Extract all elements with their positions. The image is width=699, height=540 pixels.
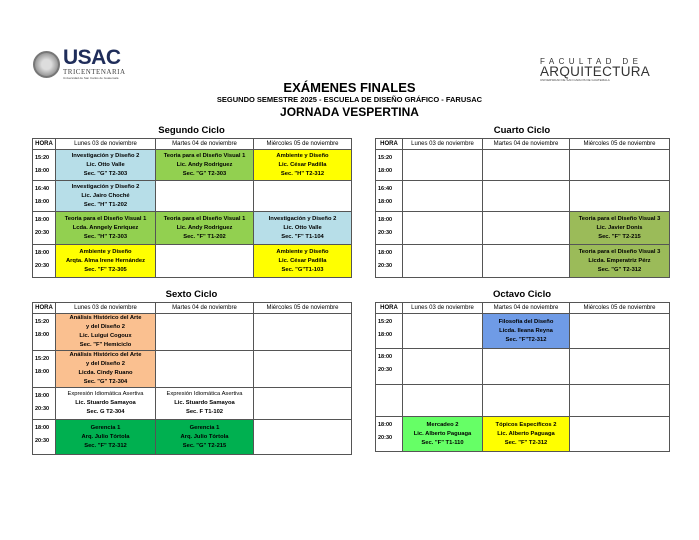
empty-cell bbox=[156, 314, 254, 351]
start-time: 18:00 bbox=[378, 217, 393, 223]
start-time: 15:20 bbox=[35, 356, 50, 362]
arquitectura-logo bbox=[540, 57, 650, 82]
start-time: 15:20 bbox=[35, 155, 50, 161]
instructor-name: Arq. Julio Tórtola bbox=[180, 433, 229, 440]
schedule-table bbox=[32, 138, 352, 278]
column-header-day: Lunes 03 de noviembre bbox=[403, 139, 483, 150]
empty-cell bbox=[254, 181, 352, 212]
exam-cell bbox=[483, 417, 570, 452]
exam-cell bbox=[254, 212, 352, 245]
start-time: 15:20 bbox=[35, 319, 50, 325]
column-header-day: Martes 04 de noviembre bbox=[156, 139, 254, 150]
empty-cell bbox=[483, 385, 570, 417]
course-name: Ambiente y Diseño bbox=[79, 248, 132, 255]
end-time: 18:00 bbox=[35, 168, 50, 174]
table-row bbox=[376, 181, 670, 212]
instructor-name: Lic. Stuardo Samayoa bbox=[174, 400, 235, 406]
instructor-name: Lic. Alberto Paguaga bbox=[413, 430, 472, 437]
instructor-name: Lic. César Padilla bbox=[278, 161, 327, 168]
section-room: Sec. "H" T2-312 bbox=[280, 170, 325, 177]
section-room: Sec. "G"T1-103 bbox=[281, 266, 324, 273]
empty-cell bbox=[570, 417, 670, 452]
course-name: Filosofía del Diseño bbox=[498, 318, 554, 325]
course-name: Investigación y Diseño 2 bbox=[268, 215, 337, 222]
table-title: Segundo Ciclo bbox=[158, 125, 225, 136]
empty-cell bbox=[254, 388, 352, 420]
instructor-name: Arq. Julio Tórtola bbox=[81, 433, 130, 440]
course-name: Teoria para el Diseño Visual 1 bbox=[163, 152, 246, 159]
course-name-cont: y del Diseño 2 bbox=[86, 324, 125, 330]
instructor-name: Lic. Jairo Choché bbox=[81, 192, 130, 199]
empty-cell bbox=[403, 314, 483, 349]
exam-cell bbox=[254, 245, 352, 278]
start-time: 16:40 bbox=[35, 186, 50, 192]
usac-seal-icon bbox=[33, 51, 60, 78]
column-header-day: Martes 04 de noviembre bbox=[483, 303, 570, 314]
end-time: 18:00 bbox=[378, 332, 393, 338]
course-name: Gerencia 1 bbox=[189, 424, 220, 431]
section-room: Sec. "F"T2-312 bbox=[505, 336, 547, 343]
time-cell bbox=[376, 349, 403, 385]
table-title: Sexto Ciclo bbox=[165, 289, 218, 300]
course-name: Tópicos Específicos 2 bbox=[495, 421, 557, 428]
empty-cell bbox=[570, 349, 670, 385]
exam-cell bbox=[56, 351, 156, 388]
arq-logo-line1: FACULTAD DE bbox=[540, 57, 643, 66]
time-cell bbox=[376, 181, 403, 212]
section-room: Sec. "G" T2-304 bbox=[83, 379, 128, 385]
empty-cell bbox=[483, 181, 570, 212]
course-name: Ambiente y Diseño bbox=[276, 152, 329, 159]
section-room: Sec. "F" T1-104 bbox=[281, 233, 324, 240]
instructor-name: Lic. Javier Donis bbox=[596, 224, 643, 231]
end-time: 20:30 bbox=[378, 230, 393, 236]
column-header-hora: HORA bbox=[33, 303, 56, 314]
section-room: Sec. "G" T2-215 bbox=[182, 442, 227, 449]
instructor-name: Lcda. Anngely Enriquez bbox=[72, 224, 139, 231]
exam-cell bbox=[570, 212, 670, 245]
column-header-day: Lunes 03 de noviembre bbox=[403, 303, 483, 314]
usac-logo-sub: TRICENTENARIA bbox=[63, 68, 126, 76]
course-name: Teoria para el Diseño Visual 3 bbox=[578, 248, 661, 255]
jornada-title: JORNADA VESPERTINA bbox=[280, 105, 419, 119]
exam-cell bbox=[156, 420, 254, 455]
column-header-day: Miércoles 05 de noviembre bbox=[254, 139, 352, 150]
table-title: Octavo Ciclo bbox=[492, 289, 552, 300]
section-room: Sec. "F" T1-110 bbox=[421, 439, 464, 446]
course-name: Expresión Idiomática Asertiva bbox=[67, 391, 144, 397]
empty-cell bbox=[570, 314, 670, 349]
section-room: Sec. "F" T2-305 bbox=[84, 266, 127, 273]
empty-cell bbox=[403, 212, 483, 245]
course-name: Teoria para el Diseño Visual 1 bbox=[163, 215, 246, 222]
course-name: Teoria para el Diseño Visual 3 bbox=[578, 215, 661, 222]
section-room: Sec. "F" T2-215 bbox=[598, 233, 641, 240]
column-header-day: Miércoles 05 de noviembre bbox=[254, 303, 352, 314]
exam-cell bbox=[403, 417, 483, 452]
empty-cell bbox=[156, 351, 254, 388]
empty-cell bbox=[254, 314, 352, 351]
start-time: 18:00 bbox=[378, 250, 393, 256]
section-room: Sec. "H" T1-202 bbox=[83, 201, 128, 208]
table-row bbox=[33, 212, 352, 245]
empty-cell bbox=[254, 351, 352, 388]
empty-cell bbox=[483, 150, 570, 181]
instructor-name: Lic. Alberto Paguaga bbox=[497, 430, 555, 437]
time-cell bbox=[33, 388, 56, 420]
instructor-name: Lic. Luigui Cogoux bbox=[79, 333, 132, 339]
instructor-name: Licda. Cindy Ruano bbox=[78, 370, 133, 376]
table-row bbox=[33, 314, 352, 351]
arq-logo-line3: UNIVERSIDAD DE SAN CARLOS DE GUATEMALA bbox=[540, 78, 610, 82]
start-time: 18:00 bbox=[35, 217, 50, 223]
exam-cell bbox=[56, 150, 156, 181]
start-time: 18:00 bbox=[35, 393, 50, 399]
time-cell bbox=[376, 385, 403, 417]
column-header-hora: HORA bbox=[33, 139, 56, 150]
time-cell bbox=[33, 212, 56, 245]
usac-logo-text: USAC bbox=[63, 46, 121, 69]
section-room: Sec. "G" T2-312 bbox=[597, 266, 642, 273]
column-header-hora: HORA bbox=[376, 139, 403, 150]
section-room: Sec. "F" T1-202 bbox=[183, 233, 226, 240]
end-time: 20:30 bbox=[378, 263, 393, 269]
instructor-name: Lic. Otto Valle bbox=[283, 224, 322, 231]
course-name: Expresión Idiomática Asertiva bbox=[166, 391, 243, 397]
exam-cell bbox=[56, 181, 156, 212]
course-name: Investigación y Diseño 2 bbox=[71, 152, 140, 159]
time-cell bbox=[33, 181, 56, 212]
instructor-name: Lic. Andy Rodriguez bbox=[176, 161, 233, 168]
end-time: 20:30 bbox=[35, 230, 50, 236]
table-row bbox=[376, 212, 670, 245]
exam-cell bbox=[156, 212, 254, 245]
empty-cell bbox=[156, 245, 254, 278]
course-name: Mercadeo 2 bbox=[426, 421, 459, 428]
table-row bbox=[376, 417, 670, 452]
exam-cell bbox=[56, 314, 156, 351]
column-header-day: Martes 04 de noviembre bbox=[156, 303, 254, 314]
empty-cell bbox=[403, 150, 483, 181]
end-time: 20:30 bbox=[35, 406, 50, 412]
end-time: 18:00 bbox=[35, 332, 50, 338]
section-room: Sec. F T1-102 bbox=[185, 409, 224, 415]
time-cell bbox=[33, 314, 56, 351]
table-title: Cuarto Ciclo bbox=[493, 125, 551, 136]
start-time: 18:00 bbox=[35, 250, 50, 256]
end-time: 20:30 bbox=[378, 367, 393, 373]
time-cell bbox=[33, 150, 56, 181]
time-cell bbox=[33, 351, 56, 388]
instructor-name: Lic. César Padilla bbox=[278, 257, 327, 264]
section-room: Sec. "G" T2-303 bbox=[182, 170, 227, 177]
empty-cell bbox=[403, 245, 483, 278]
time-cell bbox=[376, 417, 403, 452]
end-time: 18:00 bbox=[378, 168, 393, 174]
column-header-day: Miércoles 05 de noviembre bbox=[570, 139, 670, 150]
section-room: Sec. "F" T2-312 bbox=[84, 442, 127, 449]
section-room: Sec. G T2-304 bbox=[86, 409, 125, 415]
course-name: Análisis Histórico del Arte bbox=[69, 315, 142, 321]
table-row bbox=[376, 245, 670, 278]
start-time: 15:20 bbox=[378, 155, 393, 161]
start-time: 16:40 bbox=[378, 186, 393, 192]
section-room: Sec. "F" T2-312 bbox=[504, 439, 548, 446]
section-room: Sec. "F" Hemiciclo bbox=[79, 342, 132, 348]
usac-logo-tiny: Universidad de San Carlos de Guatemala bbox=[63, 76, 119, 80]
exam-cell bbox=[156, 150, 254, 181]
column-header-day: Lunes 03 de noviembre bbox=[56, 303, 156, 314]
table-row bbox=[376, 349, 670, 385]
empty-cell bbox=[483, 245, 570, 278]
empty-cell bbox=[570, 150, 670, 181]
table-row bbox=[33, 420, 352, 455]
course-name: Teoria para el Diseño Visual 1 bbox=[64, 215, 147, 222]
empty-cell bbox=[570, 181, 670, 212]
exam-cell bbox=[483, 314, 570, 349]
empty-cell bbox=[403, 385, 483, 417]
empty-cell bbox=[570, 385, 670, 417]
end-time: 18:00 bbox=[378, 199, 393, 205]
time-cell bbox=[376, 245, 403, 278]
column-header-day: Miércoles 05 de noviembre bbox=[570, 303, 670, 314]
course-name: Ambiente y Diseño bbox=[276, 248, 329, 255]
course-name-cont: y del Diseño 2 bbox=[86, 361, 125, 367]
instructor-name: Lic. Andy Rodriguez bbox=[176, 224, 233, 231]
table-row bbox=[376, 150, 670, 181]
table-row bbox=[33, 150, 352, 181]
instructor-name: Licda. Ileana Reyna bbox=[499, 327, 553, 334]
end-time: 20:30 bbox=[35, 438, 50, 444]
course-name: Análisis Histórico del Arte bbox=[69, 352, 142, 358]
empty-cell bbox=[403, 349, 483, 385]
schedule-table bbox=[32, 302, 352, 455]
exam-cell bbox=[570, 245, 670, 278]
course-name: Gerencia 1 bbox=[90, 424, 121, 431]
start-time: 18:00 bbox=[378, 422, 393, 428]
table-row bbox=[33, 388, 352, 420]
time-cell bbox=[376, 314, 403, 349]
arq-logo-line2: ARQUITECTURA bbox=[540, 64, 651, 79]
empty-cell bbox=[254, 420, 352, 455]
instructor-name: Lic. Otto Valle bbox=[86, 161, 125, 168]
column-header-hora: HORA bbox=[376, 303, 403, 314]
section-room: Sec. "H" T2-303 bbox=[83, 233, 128, 240]
exam-cell bbox=[156, 388, 254, 420]
exam-cell bbox=[56, 245, 156, 278]
table-row bbox=[33, 181, 352, 212]
end-time: 20:30 bbox=[378, 435, 393, 441]
schedule-table bbox=[375, 302, 670, 452]
exam-cell bbox=[254, 150, 352, 181]
exam-cell bbox=[56, 420, 156, 455]
time-cell bbox=[33, 245, 56, 278]
instructor-name: Licda. Emperatriz Pérz bbox=[588, 257, 651, 264]
table-row bbox=[33, 351, 352, 388]
column-header-day: Martes 04 de noviembre bbox=[483, 139, 570, 150]
empty-cell bbox=[483, 349, 570, 385]
empty-cell bbox=[403, 181, 483, 212]
end-time: 18:00 bbox=[35, 369, 50, 375]
start-time: 15:20 bbox=[378, 319, 393, 325]
exam-cell bbox=[56, 388, 156, 420]
table-row bbox=[33, 245, 352, 278]
usac-logo bbox=[33, 48, 126, 80]
end-time: 18:00 bbox=[35, 199, 50, 205]
page-title: EXÁMENES FINALES bbox=[283, 80, 416, 95]
exam-cell bbox=[56, 212, 156, 245]
start-time: 18:00 bbox=[378, 354, 393, 360]
page-subtitle: SEGUNDO SEMESTRE 2025 - ESCUELA DE DISEÑO GRÁFICO - FARUSAC bbox=[216, 95, 483, 104]
table-row bbox=[376, 314, 670, 349]
table-row bbox=[376, 385, 670, 417]
empty-cell bbox=[483, 212, 570, 245]
time-cell bbox=[376, 150, 403, 181]
start-time: 18:00 bbox=[35, 425, 50, 431]
instructor-name: Lic. Stuardo Samayoa bbox=[75, 400, 136, 406]
course-name: Investigación y Diseño 2 bbox=[71, 183, 140, 190]
empty-cell bbox=[156, 181, 254, 212]
instructor-name: Arqta. Alma Irene Hernández bbox=[65, 257, 146, 264]
end-time: 20:30 bbox=[35, 263, 50, 269]
schedule-table bbox=[375, 138, 670, 278]
section-room: Sec. "G" T2-303 bbox=[83, 170, 128, 177]
column-header-day: Lunes 03 de noviembre bbox=[56, 139, 156, 150]
time-cell bbox=[33, 420, 56, 455]
time-cell bbox=[376, 212, 403, 245]
